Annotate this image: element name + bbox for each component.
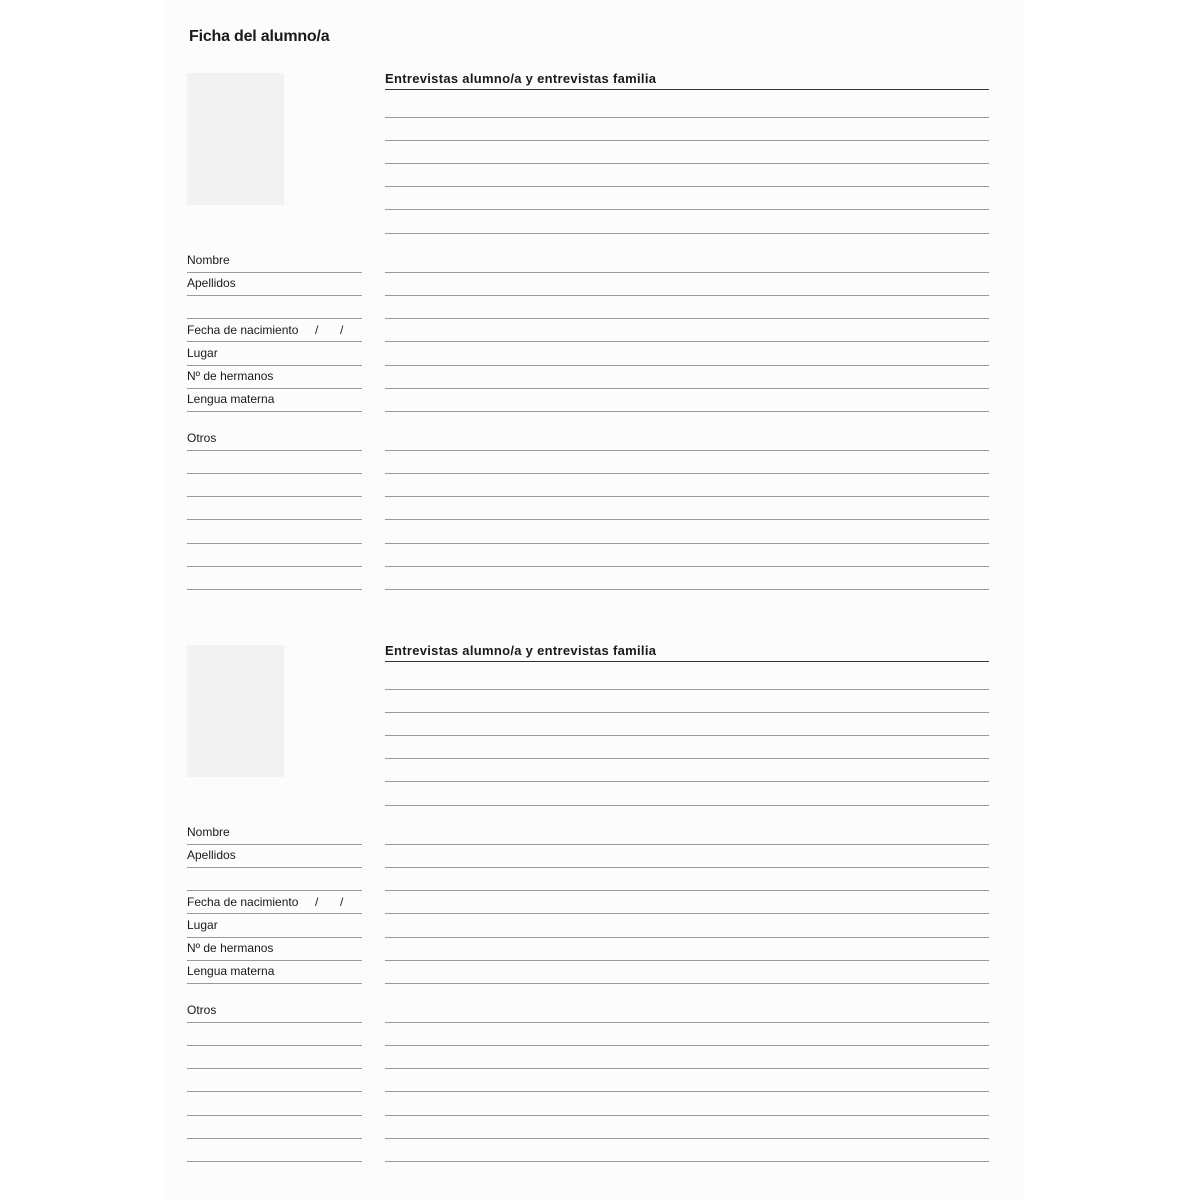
field-line-nombre[interactable] (187, 272, 362, 273)
writing-line[interactable] (385, 543, 989, 544)
writing-line[interactable] (385, 1091, 989, 1092)
writing-line[interactable] (385, 712, 989, 713)
writing-line[interactable] (385, 1045, 989, 1046)
writing-line[interactable] (385, 805, 989, 806)
writing-line[interactable] (385, 411, 989, 412)
date-separator: / (340, 895, 344, 909)
field-line-otros[interactable] (187, 496, 362, 497)
field-label-lugar: Lugar (187, 918, 218, 932)
writing-line[interactable] (385, 735, 989, 736)
writing-line[interactable] (385, 209, 989, 210)
writing-line[interactable] (385, 844, 989, 845)
date-separator: / (315, 895, 319, 909)
field-label-otros: Otros (187, 1003, 217, 1017)
field-line-hermanos[interactable] (187, 388, 362, 389)
writing-line[interactable] (385, 388, 989, 389)
field-label-fecha-nacimiento: Fecha de nacimiento (187, 323, 299, 337)
writing-line[interactable] (385, 937, 989, 938)
writing-line[interactable] (385, 1068, 989, 1069)
writing-line[interactable] (385, 450, 989, 451)
writing-line[interactable] (385, 913, 989, 914)
writing-line[interactable] (385, 1138, 989, 1139)
writing-line[interactable] (385, 1022, 989, 1023)
field-label-hermanos: Nº de hermanos (187, 941, 274, 955)
writing-line[interactable] (385, 272, 989, 273)
writing-line[interactable] (385, 473, 989, 474)
writing-line[interactable] (385, 960, 989, 961)
student-card-2 (0, 572, 1200, 1132)
writing-line[interactable] (385, 365, 989, 366)
field-line-apellidos-2[interactable] (187, 318, 362, 319)
field-line-lugar[interactable] (187, 365, 362, 366)
field-line-otros[interactable] (187, 543, 362, 544)
field-line-otros[interactable] (187, 1091, 362, 1092)
field-line-otros[interactable] (187, 473, 362, 474)
writing-line[interactable] (385, 519, 989, 520)
field-line-otros[interactable] (187, 450, 362, 451)
interview-heading: Entrevistas alumno/a y entrevistas familia (385, 71, 989, 90)
field-line-lengua[interactable] (187, 411, 362, 412)
writing-line[interactable] (385, 867, 989, 868)
writing-line[interactable] (385, 233, 989, 234)
writing-line[interactable] (385, 1161, 989, 1162)
field-line-nombre[interactable] (187, 844, 362, 845)
field-line-hermanos[interactable] (187, 960, 362, 961)
writing-line[interactable] (385, 496, 989, 497)
field-line-otros[interactable] (187, 1161, 362, 1162)
field-line-otros[interactable] (187, 519, 362, 520)
writing-line[interactable] (385, 295, 989, 296)
field-line-lengua[interactable] (187, 983, 362, 984)
field-label-hermanos: Nº de hermanos (187, 369, 274, 383)
writing-line[interactable] (385, 140, 989, 141)
field-line-otros[interactable] (187, 566, 362, 567)
field-line-apellidos[interactable] (187, 867, 362, 868)
student-card-1 (0, 0, 1200, 560)
field-line-apellidos-2[interactable] (187, 890, 362, 891)
writing-line[interactable] (385, 983, 989, 984)
date-separator: / (315, 323, 319, 337)
field-line-fecha[interactable] (187, 913, 362, 914)
writing-line[interactable] (385, 890, 989, 891)
writing-line[interactable] (385, 318, 989, 319)
writing-line[interactable] (385, 689, 989, 690)
field-label-lugar: Lugar (187, 346, 218, 360)
field-line-fecha[interactable] (187, 341, 362, 342)
writing-line[interactable] (385, 186, 989, 187)
field-label-fecha-nacimiento: Fecha de nacimiento (187, 895, 299, 909)
page-title: Ficha del alumno/a (189, 28, 330, 45)
photo-placeholder (187, 645, 284, 777)
field-line-apellidos[interactable] (187, 295, 362, 296)
interview-heading: Entrevistas alumno/a y entrevistas familia (385, 643, 989, 662)
writing-line[interactable] (385, 1115, 989, 1116)
writing-line[interactable] (385, 566, 989, 567)
date-separator: / (340, 323, 344, 337)
writing-line[interactable] (385, 163, 989, 164)
field-label-apellidos: Apellidos (187, 848, 236, 862)
field-line-otros[interactable] (187, 1068, 362, 1069)
field-label-apellidos: Apellidos (187, 276, 236, 290)
writing-line[interactable] (385, 781, 989, 782)
field-line-otros[interactable] (187, 1045, 362, 1046)
writing-line[interactable] (385, 341, 989, 342)
field-line-otros[interactable] (187, 1115, 362, 1116)
field-label-otros: Otros (187, 431, 217, 445)
writing-line[interactable] (385, 117, 989, 118)
writing-line[interactable] (385, 758, 989, 759)
field-line-otros[interactable] (187, 1138, 362, 1139)
field-label-nombre: Nombre (187, 253, 230, 267)
field-line-otros[interactable] (187, 1022, 362, 1023)
photo-placeholder (187, 73, 284, 205)
field-label-lengua: Lengua materna (187, 964, 275, 978)
field-label-lengua: Lengua materna (187, 392, 275, 406)
field-line-lugar[interactable] (187, 937, 362, 938)
field-label-nombre: Nombre (187, 825, 230, 839)
